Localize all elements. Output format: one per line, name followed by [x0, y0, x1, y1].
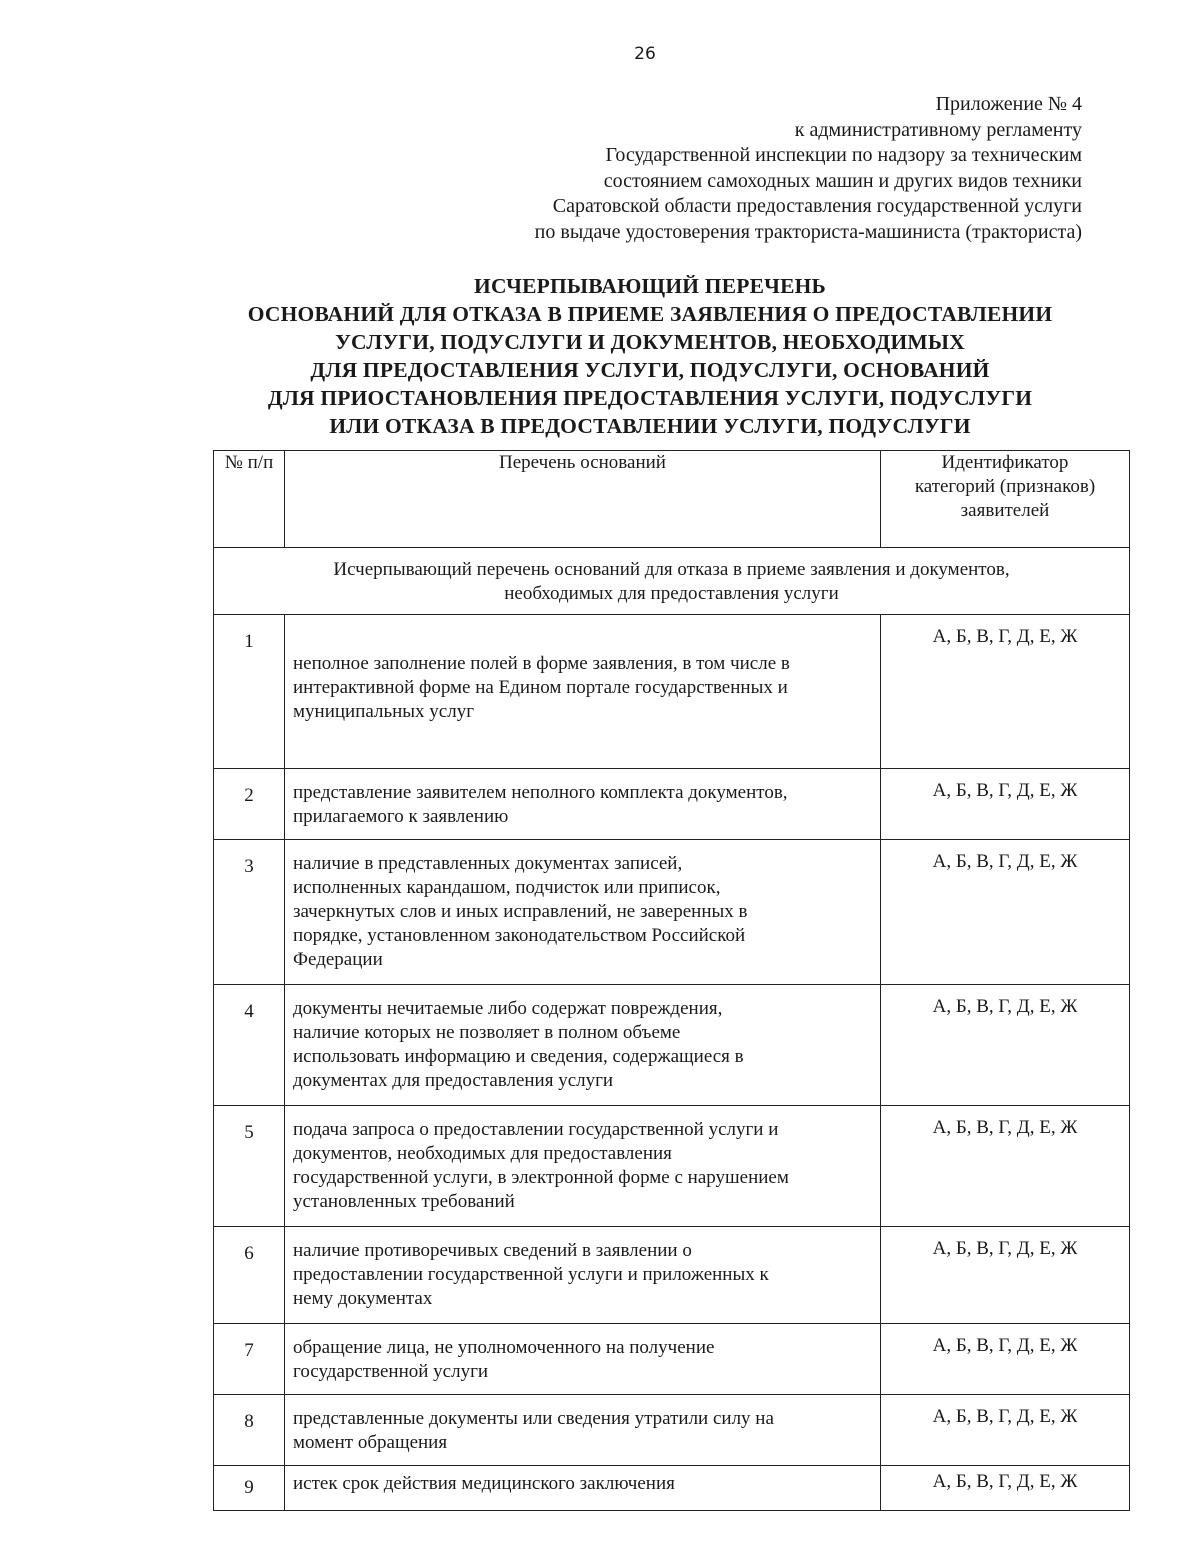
grounds-text-line: государственной услуги: [293, 1361, 489, 1382]
row-number: 4: [214, 985, 285, 1106]
grounds-text-line: исполненных карандашом, подчисток или приписок,: [293, 877, 721, 898]
header-identifier-line: Идентификатор: [941, 452, 1069, 473]
grounds-text-line: представление заявителем неполного комплекта документов,: [293, 782, 788, 803]
grounds-text-line: документы нечитаемые либо содержат повреждения,: [293, 998, 723, 1019]
table-row: [214, 1227, 1130, 1324]
row-applicant-categories: А, Б, В, Г, Д, Е, Ж: [881, 1466, 1130, 1511]
title-line: ИСЧЕРПЫВАЮЩИЙ ПЕРЕЧЕНЬ: [474, 274, 826, 298]
header-grounds: Перечень оснований: [285, 451, 881, 548]
row-applicant-categories: А, Б, В, Г, Д, Е, Ж: [881, 615, 1130, 769]
table-row: [214, 1466, 1130, 1511]
row-number: 3: [214, 840, 285, 985]
grounds-text-line: предоставлении государственной услуги и приложенных к: [293, 1264, 769, 1285]
row-grounds-text: [285, 1227, 881, 1324]
row-grounds-text: [285, 1466, 881, 1511]
table-row: [214, 769, 1130, 840]
row-number: 2: [214, 769, 285, 840]
grounds-text-line: неполное заполнение полей в форме заявления, в том числе в: [293, 653, 790, 674]
grounds-text-line: подача запроса о предоставлении государственной услуги и: [293, 1119, 779, 1140]
grounds-text-line: истек срок действия медицинского заключения: [293, 1473, 675, 1494]
title-line: ИЛИ ОТКАЗА В ПРЕДОСТАВЛЕНИИ УСЛУГИ, ПОДУСЛУГИ: [329, 414, 971, 438]
grounds-text-line: порядке, установленном законодательством Российской: [293, 925, 746, 946]
section-heading: [214, 548, 1130, 615]
grounds-text-line: момент обращения: [293, 1432, 448, 1453]
appendix-line: Приложение № 4: [935, 93, 1082, 115]
appendix-line: по выдаче удостоверения тракториста-машиниста (тракториста): [534, 220, 1082, 243]
row-number: 8: [214, 1395, 285, 1466]
header-identifier: [881, 451, 1130, 548]
grounds-text-line: представленные документы или сведения утратили силу на: [293, 1408, 774, 1429]
grounds-text-line: наличие в представленных документах записей,: [293, 853, 683, 874]
grounds-text-line: установленных требований: [293, 1191, 515, 1212]
grounds-text-line: документах для предоставления услуги: [293, 1070, 614, 1091]
table-header-row: [214, 451, 1130, 548]
row-applicant-categories: А, Б, В, Г, Д, Е, Ж: [881, 840, 1130, 985]
grounds-text-line: использовать информацию и сведения, содержащиеся в: [293, 1046, 744, 1067]
row-grounds-text: [285, 1106, 881, 1227]
header-identifier-line: категорий (признаков): [914, 476, 1096, 497]
row-number: 6: [214, 1227, 285, 1324]
row-applicant-categories: А, Б, В, Г, Д, Е, Ж: [881, 1395, 1130, 1466]
grounds-text-line: нему документах: [293, 1288, 433, 1309]
appendix-line: состоянием самоходных машин и других видов техники: [603, 169, 1082, 192]
page-number: 26: [634, 44, 656, 64]
section-heading-line: необходимых для предоставления услуги: [504, 583, 839, 604]
row-applicant-categories: А, Б, В, Г, Д, Е, Ж: [881, 1106, 1130, 1227]
table-row: [214, 1395, 1130, 1466]
section-row: [214, 548, 1130, 615]
title-line: УСЛУГИ, ПОДУСЛУГИ И ДОКУМЕНТОВ, НЕОБХОДИМЫХ: [335, 330, 965, 354]
title-line: ДЛЯ ПРИОСТАНОВЛЕНИЯ ПРЕДОСТАВЛЕНИЯ УСЛУГИ, ПОДУСЛУГИ: [267, 386, 1033, 410]
row-grounds-text: [285, 1395, 881, 1466]
row-number: 5: [214, 1106, 285, 1227]
grounds-text-line: зачеркнутых слов и иных исправлений, не заверенных в: [293, 901, 748, 922]
grounds-text-line: Федерации: [293, 949, 383, 970]
document-title: [150, 272, 1150, 440]
appendix-line: Саратовской области предоставления государственной услуги: [552, 195, 1082, 217]
grounds-text-line: муниципальных услуг: [293, 701, 475, 722]
row-grounds-text: [285, 1324, 881, 1395]
appendix-line: Государственной инспекции по надзору за техническим: [605, 144, 1082, 166]
grounds-text-line: государственной услуги, в электронной форме с нарушением: [293, 1167, 789, 1188]
row-applicant-categories: А, Б, В, Г, Д, Е, Ж: [881, 985, 1130, 1106]
row-grounds-text: [285, 769, 881, 840]
table-row: [214, 1106, 1130, 1227]
grounds-text-line: наличие противоречивых сведений в заявлении о: [293, 1240, 692, 1261]
header-identifier-line: заявителей: [960, 500, 1050, 521]
grounds-text-line: наличие которых не позволяет в полном объеме: [293, 1022, 681, 1043]
grounds-text-line: прилагаемого к заявлению: [293, 806, 509, 827]
title-line: ОСНОВАНИЙ ДЛЯ ОТКАЗА В ПРИЕМЕ ЗАЯВЛЕНИЯ О ПРЕДОСТАВЛЕНИИ: [247, 302, 1053, 326]
row-grounds-text: [285, 985, 881, 1106]
table-row: [214, 1324, 1130, 1395]
row-grounds-text: [285, 840, 881, 985]
section-heading-line: Исчерпывающий перечень оснований для отказа в приеме заявления и документов,: [333, 559, 1010, 580]
table-row: [214, 840, 1130, 985]
row-applicant-categories: А, Б, В, Г, Д, Е, Ж: [881, 769, 1130, 840]
grounds-table: [213, 450, 1130, 1511]
row-grounds-text: [285, 615, 881, 769]
grounds-text-line: обращение лица, не уполномоченного на получение: [293, 1337, 715, 1358]
row-number: 9: [214, 1466, 285, 1511]
appendix-line: к административному регламенту: [794, 118, 1082, 141]
row-number: 1: [214, 615, 285, 769]
table-row: [214, 985, 1130, 1106]
row-applicant-categories: А, Б, В, Г, Д, Е, Ж: [881, 1324, 1130, 1395]
header-num: № п/п: [214, 451, 285, 548]
appendix-header: [382, 92, 1082, 245]
title-line: ДЛЯ ПРЕДОСТАВЛЕНИЯ УСЛУГИ, ПОДУСЛУГИ, ОСНОВАНИЙ: [310, 358, 990, 382]
table-body: [214, 615, 1130, 1511]
row-applicant-categories: А, Б, В, Г, Д, Е, Ж: [881, 1227, 1130, 1324]
grounds-text-line: интерактивной форме на Едином портале государственных и: [293, 677, 788, 698]
row-number: 7: [214, 1324, 285, 1395]
grounds-text-line: документов, необходимых для предоставления: [293, 1143, 672, 1164]
table-row: [214, 615, 1130, 769]
